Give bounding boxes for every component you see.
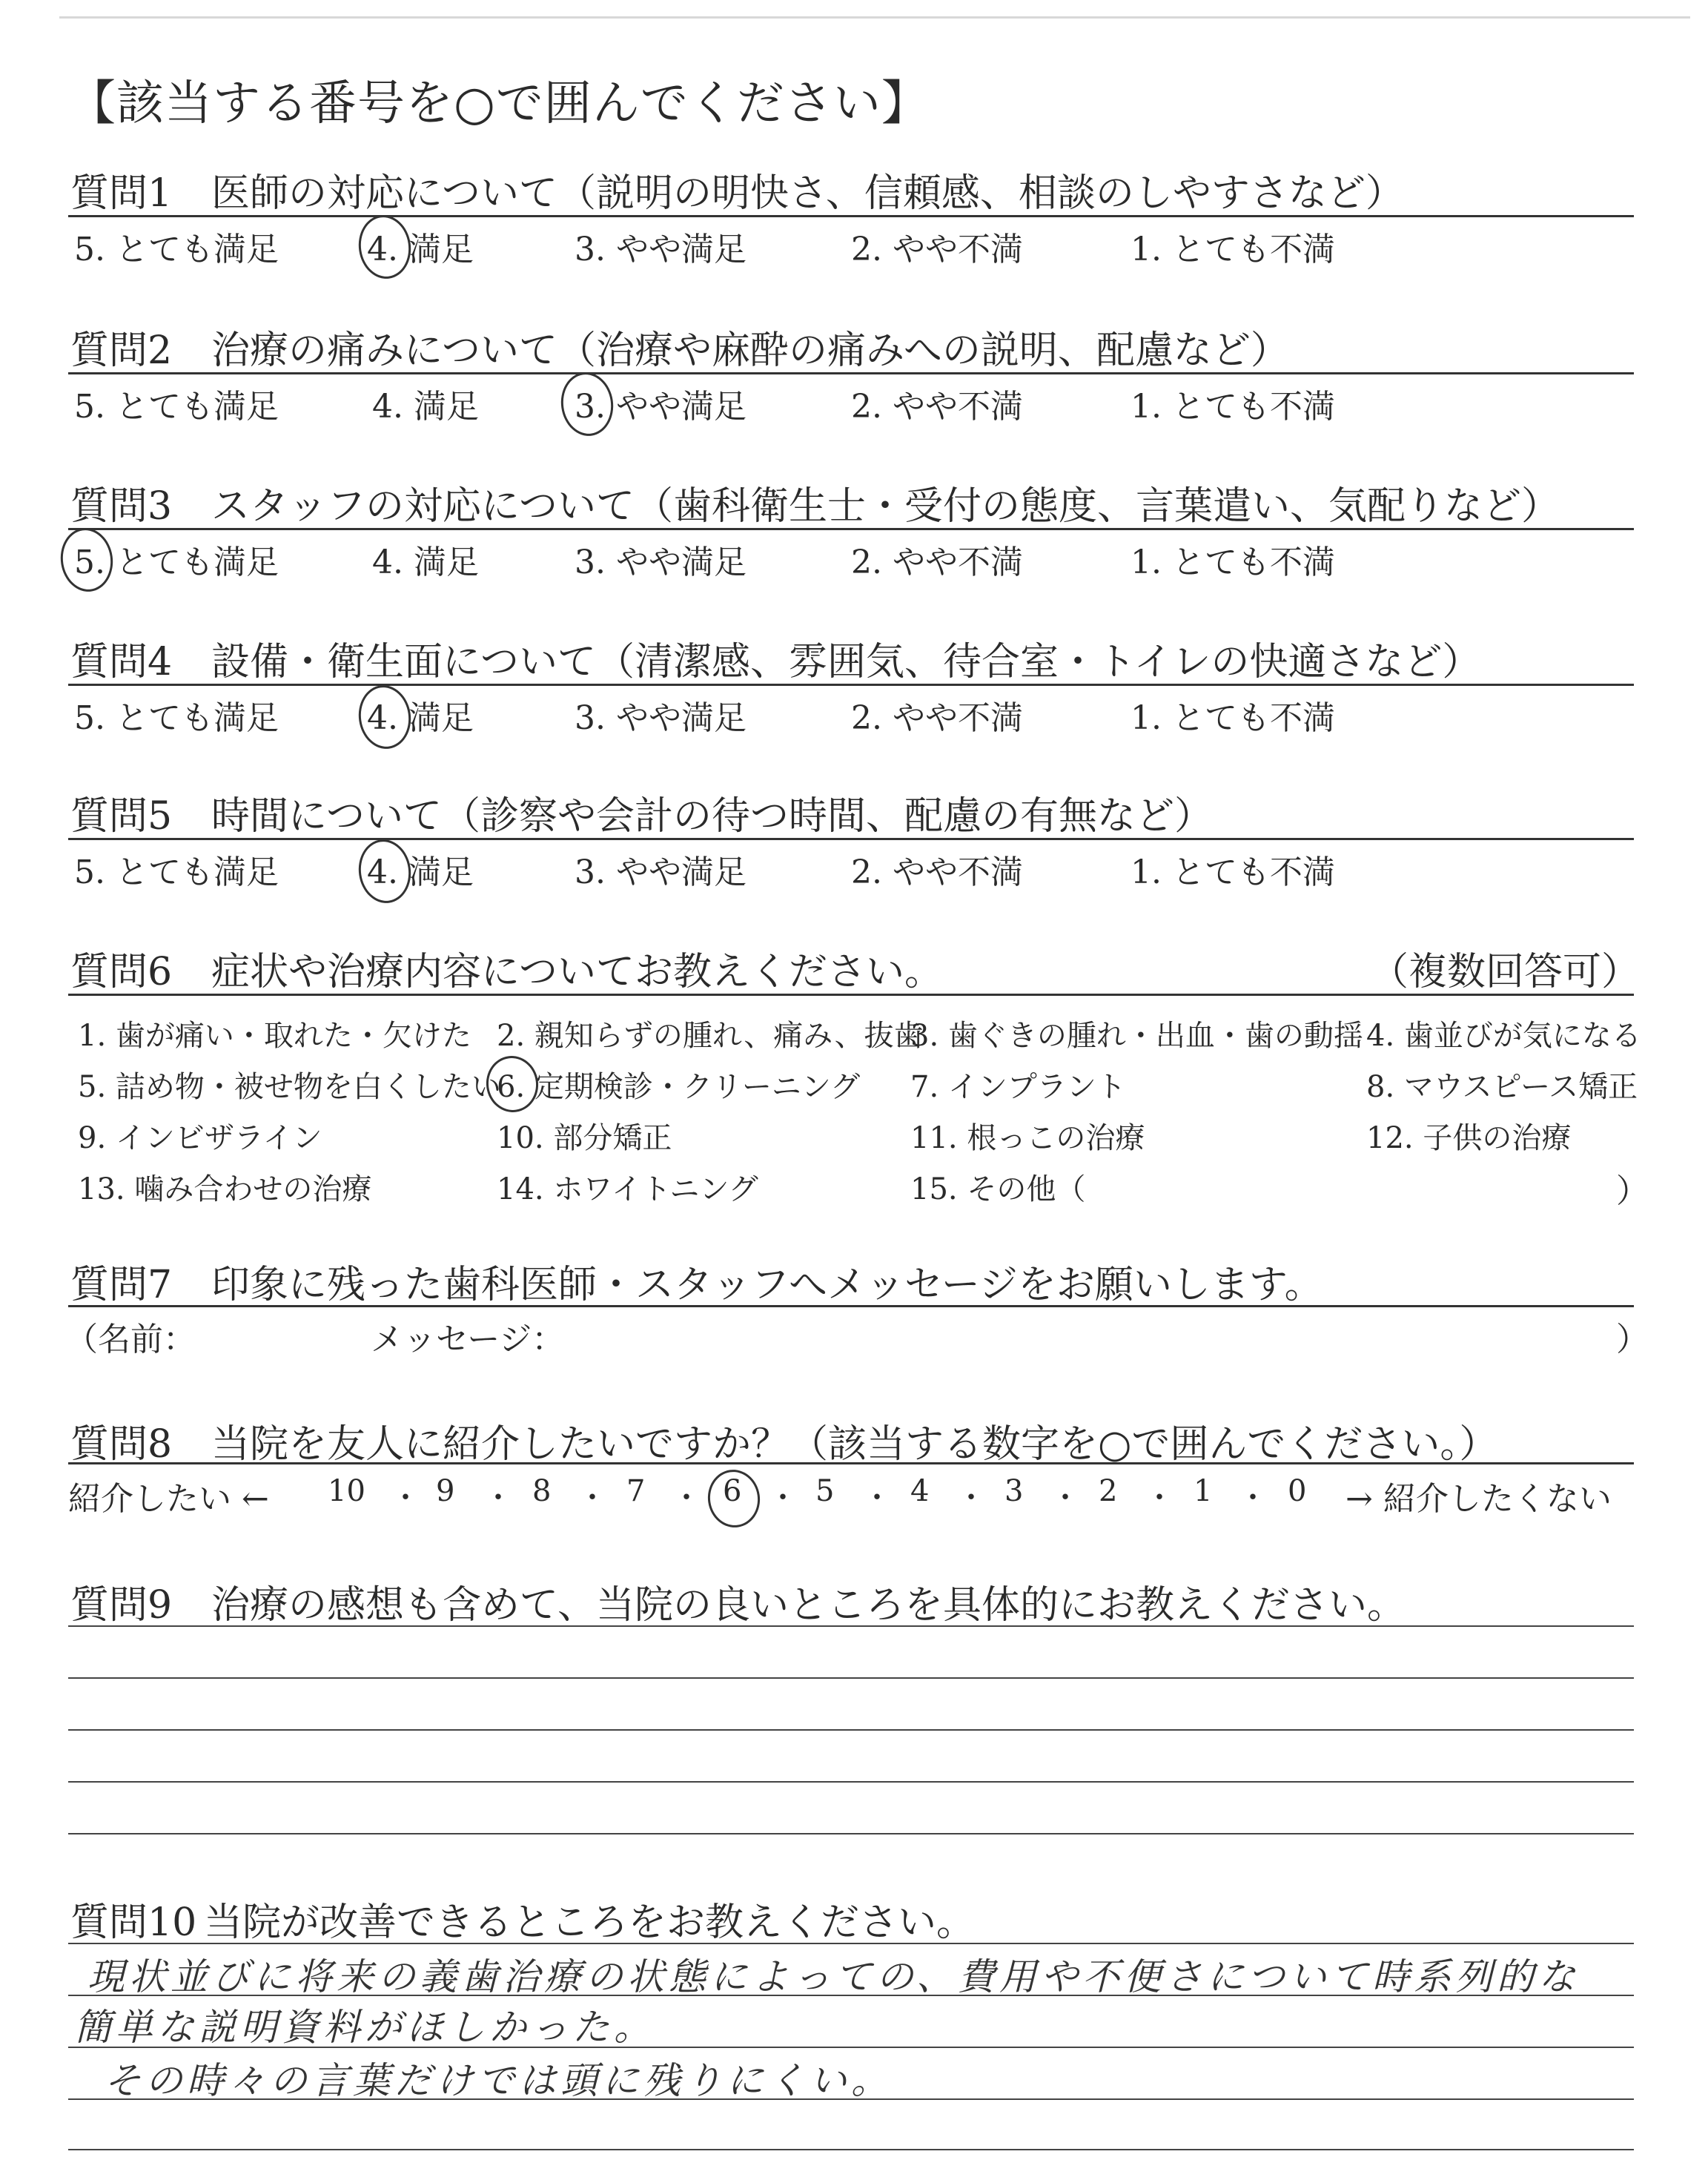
- q6-other-close-paren: ）: [1616, 1172, 1649, 1210]
- q10-handwritten-answer-line-3: その時々の言葉だけでは頭に残りにくい。: [104, 2059, 893, 2102]
- q1-option-4[interactable]: 4. 満足: [367, 231, 474, 268]
- q2-option-3[interactable]: 3. やや満足: [575, 388, 747, 426]
- q7-message-label: メッセージ：: [371, 1321, 565, 1358]
- question-number: 質問9: [70, 1583, 173, 1628]
- q5-option-5[interactable]: 5. とても満足: [74, 853, 279, 891]
- question-number: 質問2: [70, 328, 173, 373]
- q8-left-label: 紹介したい ←: [68, 1480, 269, 1518]
- question-text: 設備・衛生面について（清潔感、雰囲気、待合室・トイレの快適さなど）: [211, 640, 1481, 684]
- question-5-rule: [68, 838, 1634, 840]
- question-1-rule: [68, 215, 1634, 217]
- question-9-heading: [70, 1573, 1406, 1629]
- q6-option-14[interactable]: 14. ホワイトニング: [497, 1172, 758, 1206]
- q4-option-3[interactable]: 3. やや満足: [575, 699, 747, 737]
- question-4-heading: [70, 630, 1480, 686]
- q9-answer-line[interactable]: [68, 1625, 1634, 1627]
- q6-option-13[interactable]: 13. 噛み合わせの治療: [78, 1172, 372, 1206]
- q10-answer-line[interactable]: [68, 2047, 1634, 2048]
- question-text: 治療の感想も含めて、当院の良いところを具体的にお教えください。: [211, 1583, 1406, 1628]
- q8-scale-dot: ・: [483, 1481, 513, 1515]
- q8-scale-dot: ・: [391, 1481, 420, 1515]
- question-number: 質問10: [70, 1900, 197, 1945]
- question-text: 治療の痛みについて（治療や麻酔の痛みへの説明、配慮など）: [211, 328, 1289, 373]
- q8-scale-3[interactable]: 3: [1004, 1474, 1024, 1508]
- q8-scale-6[interactable]: 6: [723, 1474, 742, 1508]
- q8-selection-circle: [704, 1467, 764, 1531]
- q8-scale-dot: ・: [1238, 1481, 1268, 1515]
- q6-option-15[interactable]: 15. その他（: [910, 1172, 1086, 1206]
- q9-answer-line[interactable]: [68, 1833, 1634, 1834]
- q6-option-10[interactable]: 10. 部分矯正: [497, 1121, 672, 1155]
- q6-selection-circle: [483, 1052, 542, 1115]
- q8-scale-9[interactable]: 9: [436, 1474, 455, 1508]
- q8-scale-8[interactable]: 8: [532, 1474, 552, 1508]
- q8-right-label: → 紹介したくない: [1345, 1480, 1612, 1518]
- q6-option-3[interactable]: 3. 歯ぐきの腫れ・出血・歯の動揺: [910, 1019, 1363, 1053]
- q5-option-1[interactable]: 1. とても不満: [1131, 853, 1335, 891]
- question-text: スタッフの対応について（歯科衛生士・受付の態度、言葉遣い、気配りなど）: [211, 484, 1560, 529]
- q10-handwritten-answer-line-2: 簡単な説明資料がほしかった。: [74, 2006, 655, 2049]
- q8-scale-dot: ・: [956, 1481, 986, 1515]
- question-2-heading: [70, 319, 1289, 374]
- q2-option-5[interactable]: 5. とても満足: [74, 388, 279, 426]
- q10-answer-line[interactable]: [68, 1995, 1634, 1996]
- question-3-rule: [68, 528, 1634, 530]
- question-number: 質問4: [70, 640, 173, 684]
- question-7-heading: [70, 1253, 1323, 1309]
- q5-option-3[interactable]: 3. やや満足: [575, 853, 747, 891]
- q3-option-3[interactable]: 3. やや満足: [575, 544, 747, 581]
- q6-option-7[interactable]: 7. インプラント: [910, 1070, 1126, 1104]
- q8-scale-dot: ・: [768, 1481, 798, 1515]
- q8-scale-4[interactable]: 4: [910, 1474, 930, 1508]
- q1-option-2[interactable]: 2. やや不満: [851, 231, 1023, 268]
- q6-option-2[interactable]: 2. 親知らずの腫れ、痛み、抜歯: [497, 1019, 924, 1053]
- page-title: 【該当する番号を○で囲んでください】: [68, 76, 930, 131]
- question-text: 医師の対応について（説明の明快さ、信頼感、相談のしやすさなど）: [211, 171, 1404, 216]
- q4-option-5[interactable]: 5. とても満足: [74, 699, 279, 737]
- q6-option-8[interactable]: 8. マウスピース矯正: [1366, 1070, 1638, 1104]
- q8-scale-dot: ・: [672, 1481, 701, 1515]
- q8-scale-5[interactable]: 5: [815, 1474, 835, 1508]
- question-number: 質問1: [70, 171, 173, 216]
- question-number: 質問3: [70, 484, 173, 529]
- q8-scale-0[interactable]: 0: [1288, 1474, 1307, 1508]
- question-text: 時間について（診察や会計の待つ時間、配慮の有無など）: [211, 794, 1213, 839]
- question-3-heading: [70, 475, 1560, 530]
- q4-option-4[interactable]: 4. 満足: [367, 699, 474, 737]
- q8-scale-dot: ・: [577, 1481, 607, 1515]
- q7-name-label: （名前：: [65, 1321, 196, 1358]
- q10-answer-line[interactable]: [68, 2098, 1634, 2100]
- question-1-heading: [70, 162, 1404, 217]
- question-number: 質問8: [70, 1422, 173, 1467]
- top-border: [59, 16, 1690, 19]
- q8-scale-2[interactable]: 2: [1099, 1474, 1118, 1508]
- question-number: 質問7: [70, 1263, 173, 1307]
- q2-option-2[interactable]: 2. やや不満: [851, 388, 1023, 426]
- q4-option-2[interactable]: 2. やや不満: [851, 699, 1023, 737]
- q8-scale-dot: ・: [862, 1481, 892, 1515]
- q6-multiple-answer-note: （複数回答可）: [1370, 950, 1641, 994]
- q1-option-5[interactable]: 5. とても満足: [74, 231, 279, 268]
- question-6-heading: [70, 940, 943, 996]
- q8-scale-dot: ・: [1050, 1481, 1080, 1515]
- q6-option-5[interactable]: 5. 詰め物・被せ物を白くしたい: [78, 1070, 501, 1104]
- q10-answer-line[interactable]: [68, 2149, 1634, 2150]
- question-5-heading: [70, 785, 1213, 840]
- q9-answer-line[interactable]: [68, 1781, 1634, 1783]
- q8-scale-10[interactable]: 10: [328, 1474, 365, 1508]
- q5-option-2[interactable]: 2. やや不満: [851, 853, 1023, 891]
- q5-option-4[interactable]: 4. 満足: [367, 853, 474, 891]
- question-2-rule: [68, 372, 1634, 374]
- q2-option-4[interactable]: 4. 満足: [372, 388, 479, 426]
- q6-option-9[interactable]: 9. インビザライン: [78, 1121, 322, 1155]
- q7-close-paren: ）: [1616, 1321, 1649, 1358]
- q6-option-6[interactable]: 6. 定期検診・クリーニング: [497, 1070, 861, 1104]
- question-8-rule: [68, 1462, 1634, 1464]
- q3-option-5[interactable]: 5. とても満足: [74, 544, 279, 581]
- q1-option-3[interactable]: 3. やや満足: [575, 231, 747, 268]
- q6-option-12[interactable]: 12. 子供の治療: [1366, 1121, 1572, 1155]
- q9-answer-line[interactable]: [68, 1729, 1634, 1731]
- question-4-rule: [68, 684, 1634, 686]
- question-text: 症状や治療内容についてお教えください。: [211, 950, 943, 994]
- q8-scale-1[interactable]: 1: [1194, 1474, 1213, 1508]
- question-text: 当院が改善できるところをお教えください。: [204, 1900, 976, 1945]
- q2-option-1[interactable]: 1. とても不満: [1131, 388, 1335, 426]
- q4-option-1[interactable]: 1. とても不満: [1131, 699, 1335, 737]
- question-text: 印象に残った歯科医師・スタッフへメッセージをお願いします。: [211, 1263, 1323, 1307]
- question-number: 質問6: [70, 950, 173, 994]
- question-8-heading: [70, 1413, 1497, 1468]
- question-7-rule: [68, 1305, 1634, 1307]
- q6-option-11[interactable]: 11. 根っこの治療: [910, 1121, 1145, 1155]
- q3-option-2[interactable]: 2. やや不満: [851, 544, 1023, 581]
- q3-option-4[interactable]: 4. 満足: [372, 544, 479, 581]
- q1-option-1[interactable]: 1. とても不満: [1131, 231, 1335, 268]
- question-10-heading: [70, 1891, 975, 1946]
- q6-option-1[interactable]: 1. 歯が痛い・取れた・欠けた: [78, 1019, 471, 1053]
- q8-scale-7[interactable]: 7: [626, 1474, 646, 1508]
- q3-option-1[interactable]: 1. とても不満: [1131, 544, 1335, 581]
- q9-answer-line[interactable]: [68, 1677, 1634, 1679]
- q10-handwritten-answer-line-1: 現状並びに将来の義歯治療の状態によっての、費用や不便さについて時系列的な: [87, 1955, 1580, 1998]
- question-6-rule: [68, 994, 1634, 996]
- question-number: 質問5: [70, 794, 173, 839]
- q6-option-4[interactable]: 4. 歯並びが気になる: [1366, 1019, 1641, 1053]
- q8-scale-dot: ・: [1145, 1481, 1174, 1515]
- question-text: 当院を友人に紹介したいですか？（該当する数字を○で囲んでください。）: [211, 1422, 1498, 1467]
- q10-answer-line[interactable]: [68, 1943, 1634, 1944]
